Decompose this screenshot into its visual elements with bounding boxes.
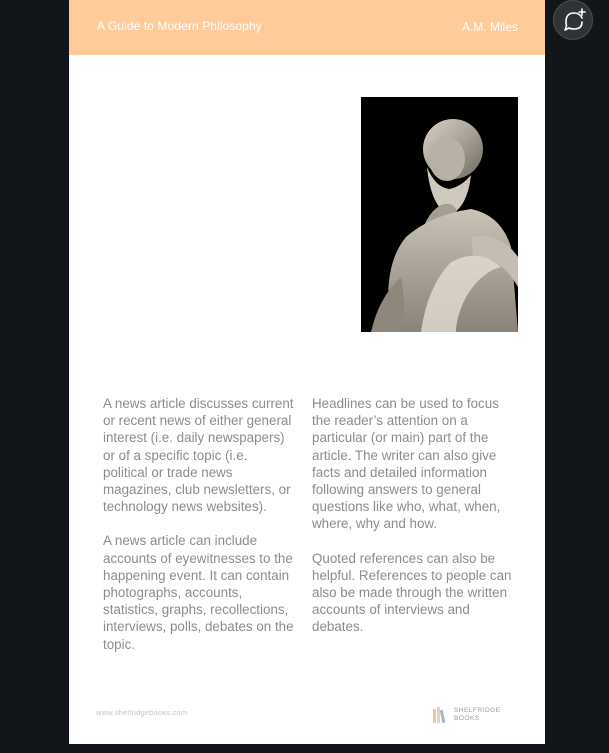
paragraph: A news article discusses current or recent news of either general interest (i.e. daily newspapers) or of a specific topic (i.e. political or trade news magazines, club newsletters, or technology news websites). — [103, 396, 294, 515]
document-author: A.M. Miles — [461, 20, 518, 34]
paragraph: A news article can include accounts of eyewitnesses to the happening event. It can contain photographs, accounts, statistics, graphs, recollections, interviews, polls, debates on the topic. — [103, 533, 294, 652]
publisher-logo — [432, 706, 522, 726]
statue-illustration — [361, 97, 518, 332]
paragraph: Quoted references can also be helpful. References to people can also be made through the written accounts of interviews and debates. — [312, 550, 512, 635]
paragraph: Headlines can be used to focus the reader’s attention on a particular (or main) part of the article. The writer can also give facts and detailed information following answers to general questions like who, what, when, where, why and how. — [312, 396, 501, 532]
footer-url: www.shelfridgebooks.com — [96, 708, 188, 717]
text-column-left — [103, 395, 295, 670]
document-page — [69, 0, 545, 744]
page-header — [69, 0, 545, 55]
socrates-statue-photo — [361, 97, 518, 332]
books-logo-icon — [432, 706, 450, 724]
logo-line: SHELFRIDGE — [454, 707, 501, 714]
text-column-right — [312, 395, 512, 653]
chat-add-icon — [554, 1, 594, 41]
chat-button[interactable] — [553, 0, 593, 40]
logo-text — [454, 707, 501, 723]
document-title: A Guide to Modern Philosophy — [97, 19, 262, 33]
logo-line: BOOKS — [454, 715, 480, 722]
